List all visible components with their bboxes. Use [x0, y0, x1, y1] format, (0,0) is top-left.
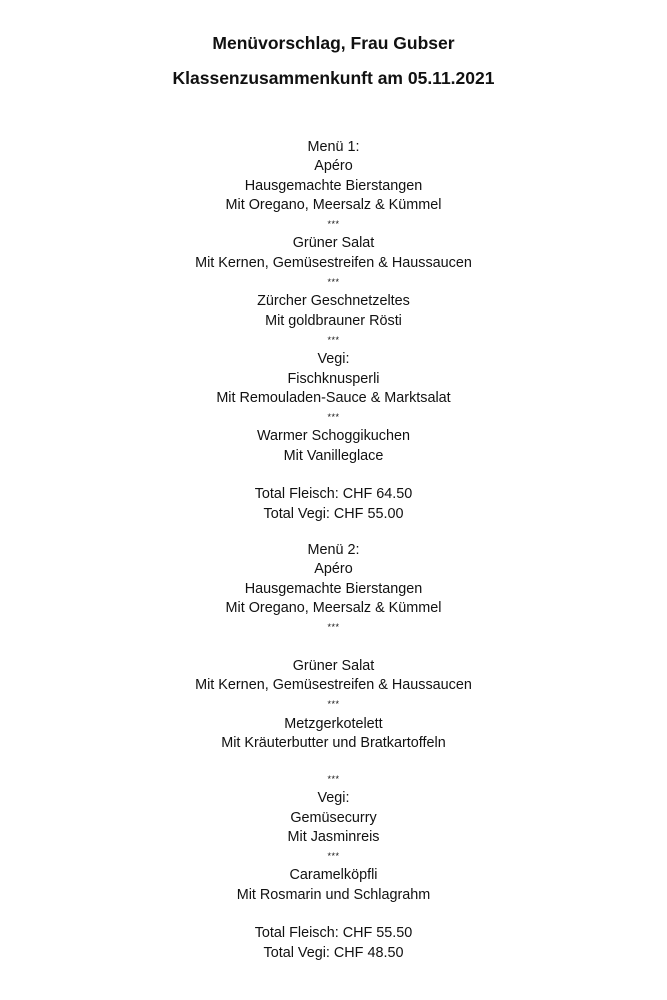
- menu-1-vegi-heading: Vegi:: [317, 351, 350, 368]
- menu-1-separator: ***: [327, 334, 340, 345]
- menu-1-separator: ***: [327, 219, 340, 230]
- menu-1-salad: Grüner Salat: [292, 235, 375, 252]
- menu-2-dessert: Caramelköpfli: [289, 867, 378, 884]
- menu-2-section: [0, 541, 667, 773]
- menu-1-dessert-detail: Mit Vanilleglace: [283, 447, 384, 464]
- menu-2-separator: ***: [327, 851, 340, 862]
- menu-1-vegi-detail: Mit Remouladen-Sauce & Marktsalat: [216, 389, 451, 406]
- menu-2-apero-detail: Mit Oregano, Meersalz & Kümmel: [225, 599, 442, 616]
- menu-2-vegi-heading: Vegi:: [317, 790, 350, 807]
- menu-1-salad-detail: Mit Kernen, Gemüsestreifen & Haussaucen: [195, 254, 472, 271]
- menu-2-heading: Menü 2:: [307, 542, 360, 558]
- menu-2-salad: Grüner Salat: [292, 657, 375, 674]
- menu-1-apero-item: Hausgemachte Bierstangen: [244, 177, 423, 194]
- menu-2-separator: ***: [327, 622, 340, 633]
- menu-1-separator: ***: [327, 412, 340, 423]
- document-title: Menüvorschlag, Frau Gubser: [212, 33, 455, 53]
- menu-1-separator: ***: [327, 277, 340, 288]
- menu-2-apero: Apéro: [314, 561, 353, 578]
- spacer: [0, 637, 667, 656]
- menu-2-total-fleisch: Total Fleisch: CHF 55.50: [254, 925, 413, 942]
- menu-2-main: Metzgerkotelett: [284, 715, 383, 732]
- menu-2-separator: ***: [327, 774, 340, 784]
- menu-1-total-fleisch: Total Fleisch: CHF 64.50: [254, 486, 413, 503]
- menu-2-dessert-detail: Mit Rosmarin und Schlagrahm: [236, 886, 431, 903]
- menu-2-main-detail: Mit Kräuterbutter und Bratkartoffeln: [221, 734, 446, 751]
- menu-1-main: Zürcher Geschnetzeltes: [257, 293, 410, 310]
- menu-1-main-detail: Mit goldbrauner Rösti: [265, 312, 402, 329]
- menu-1-vegi: Fischknusperli: [287, 370, 380, 387]
- menu-2-vegi: Gemüsecurry: [290, 809, 377, 826]
- menu-2-vegi-detail: Mit Jasminreis: [287, 828, 380, 845]
- menu-1-heading: Menü 1:: [307, 139, 360, 155]
- menu-1-apero: Apéro: [314, 158, 353, 175]
- menu-2-separator: ***: [327, 699, 340, 710]
- document-subtitle: Klassenzusammenkunft am 05.11.2021: [172, 68, 495, 88]
- menu-2-salad-detail: Mit Kernen, Gemüsestreifen & Haussaucen: [195, 677, 472, 694]
- spacer: [0, 905, 667, 924]
- menu-2-section-continued: [0, 770, 667, 963]
- menu-1-dessert: Warmer Schoggikuchen: [256, 428, 411, 445]
- menu-1-total-vegi: Total Vegi: CHF 55.00: [263, 505, 404, 522]
- menu-2-total-vegi: Total Vegi: CHF 48.50: [263, 944, 404, 961]
- menu-1-section: [0, 138, 667, 524]
- menu-1-apero-detail: Mit Oregano, Meersalz & Kümmel: [225, 196, 442, 213]
- menu-2-apero-item: Hausgemachte Bierstangen: [244, 580, 423, 597]
- spacer: [0, 466, 667, 485]
